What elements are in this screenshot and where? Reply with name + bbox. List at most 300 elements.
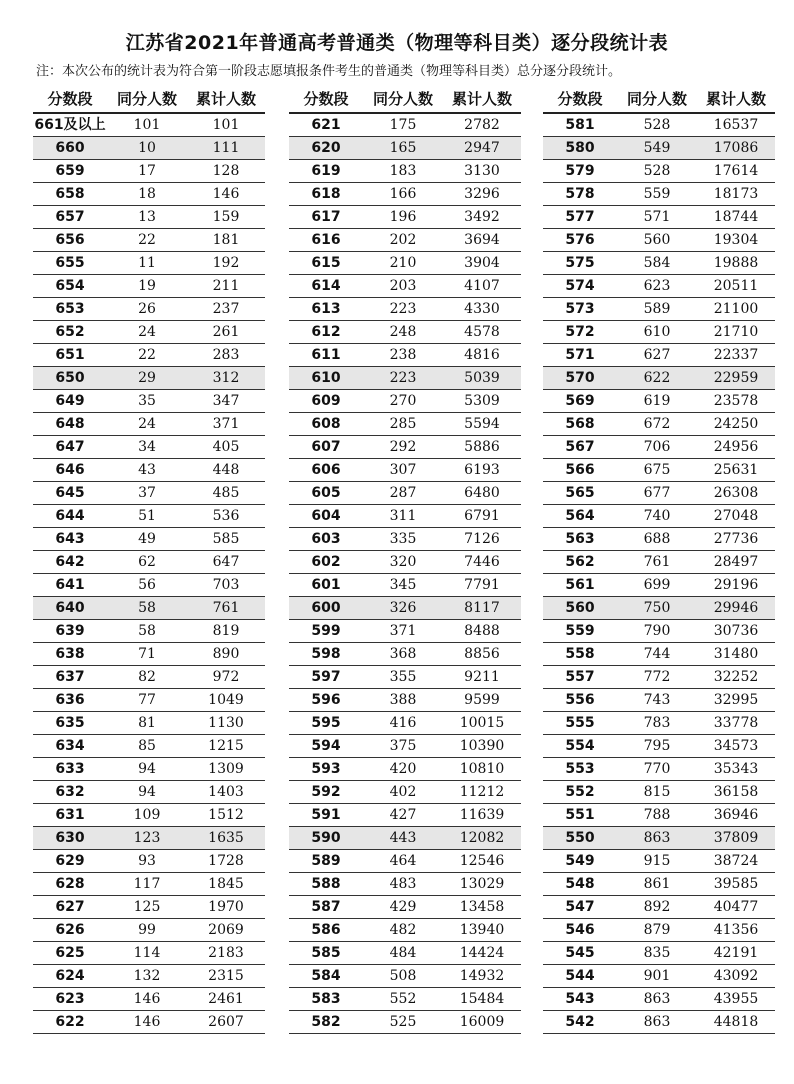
table-row	[289, 827, 521, 850]
score-cell: 577	[565, 209, 595, 225]
table-row	[543, 436, 775, 459]
cumulative-count-cell: 35343	[713, 761, 759, 777]
score-cell: 607	[311, 439, 341, 455]
cumulative-count-cell: 32995	[713, 692, 759, 708]
score-cell: 599	[311, 623, 341, 639]
same-score-count-cell: 622	[643, 370, 671, 386]
same-score-count-cell: 51	[138, 508, 156, 524]
table-row	[543, 896, 775, 919]
same-score-count-cell: 335	[389, 531, 417, 547]
same-score-count-cell: 22	[138, 232, 156, 248]
table-row	[543, 620, 775, 643]
table-row	[289, 758, 521, 781]
cumulative-count-cell: 1970	[208, 899, 244, 915]
table-row	[289, 137, 521, 160]
score-cell: 592	[311, 784, 341, 800]
table-row	[33, 137, 265, 160]
cumulative-count-cell: 211	[212, 278, 240, 294]
table-row	[289, 873, 521, 896]
same-score-count-cell: 117	[133, 876, 161, 892]
score-cell: 616	[311, 232, 341, 248]
same-score-count-cell: 166	[389, 186, 417, 202]
score-cell: 647	[55, 439, 85, 455]
score-cell: 570	[565, 370, 595, 386]
score-cell: 544	[565, 968, 595, 984]
cumulative-count-cell: 11212	[459, 784, 505, 800]
table-row	[289, 1011, 521, 1034]
cumulative-count-cell: 972	[212, 669, 240, 685]
same-score-count-cell: 202	[389, 232, 417, 248]
cumulative-count-cell: 44818	[713, 1014, 759, 1030]
score-cell: 568	[565, 416, 595, 432]
table-row	[289, 390, 521, 413]
same-score-count-cell: 589	[643, 301, 671, 317]
cumulative-count-cell: 347	[212, 393, 240, 409]
score-cell: 643	[55, 531, 85, 547]
score-cell: 624	[55, 968, 85, 984]
same-score-count-cell: 770	[643, 761, 671, 777]
same-score-count-cell: 132	[133, 968, 161, 984]
cumulative-count-cell: 2947	[464, 140, 500, 156]
table-row	[289, 367, 521, 390]
table-row	[33, 183, 265, 206]
same-score-count-cell: 772	[643, 669, 671, 685]
table-row	[543, 643, 775, 666]
cumulative-count-cell: 2183	[208, 945, 244, 961]
score-cell: 653	[55, 301, 85, 317]
same-score-count-cell: 355	[389, 669, 417, 685]
table-row	[33, 528, 265, 551]
cumulative-count-cell: 1728	[208, 853, 244, 869]
score-cell: 627	[55, 899, 85, 915]
score-cell: 594	[311, 738, 341, 754]
cumulative-count-cell: 16537	[713, 117, 759, 133]
score-cell: 551	[565, 807, 595, 823]
table-row	[543, 114, 775, 137]
score-cell: 596	[311, 692, 341, 708]
cumulative-count-cell: 32252	[713, 669, 759, 685]
table-row	[289, 965, 521, 988]
same-score-count-cell: 71	[138, 646, 156, 662]
same-score-count-cell: 146	[133, 991, 161, 1007]
table-row	[33, 896, 265, 919]
score-cell: 618	[311, 186, 341, 202]
score-cell: 606	[311, 462, 341, 478]
same-score-count-cell: 287	[389, 485, 417, 501]
header-score: 分数段	[47, 90, 93, 108]
same-score-count-cell: 307	[389, 462, 417, 478]
table-row	[543, 1011, 775, 1034]
cumulative-count-cell: 25631	[713, 462, 759, 478]
table-row	[543, 988, 775, 1011]
score-cell: 641	[55, 577, 85, 593]
cumulative-count-cell: 13458	[459, 899, 505, 915]
score-cell: 637	[55, 669, 85, 685]
score-cell: 545	[565, 945, 595, 961]
header-cumulative: 累计人数	[451, 90, 512, 108]
cumulative-count-cell: 192	[212, 255, 240, 271]
cumulative-count-cell: 14932	[459, 968, 505, 984]
same-score-count-cell: 901	[643, 968, 671, 984]
table-row	[33, 252, 265, 275]
cumulative-count-cell: 40477	[713, 899, 759, 915]
table-row	[543, 758, 775, 781]
same-score-count-cell: 528	[643, 163, 671, 179]
score-table-column-3	[543, 85, 775, 1034]
same-score-count-cell: 13	[138, 209, 156, 225]
cumulative-count-cell: 1215	[208, 738, 244, 754]
cumulative-count-cell: 33778	[713, 715, 759, 731]
same-score-count-cell: 699	[643, 577, 671, 593]
table-row	[33, 666, 265, 689]
table-row	[543, 252, 775, 275]
table-row	[289, 321, 521, 344]
score-cell: 623	[55, 991, 85, 1007]
score-cell: 617	[311, 209, 341, 225]
score-cell: 579	[565, 163, 595, 179]
same-score-count-cell: 43	[138, 462, 156, 478]
cumulative-count-cell: 19888	[713, 255, 759, 271]
table-row	[289, 413, 521, 436]
score-cell: 569	[565, 393, 595, 409]
table-row	[289, 505, 521, 528]
score-cell: 565	[565, 485, 595, 501]
score-cell: 561	[565, 577, 595, 593]
cumulative-count-cell: 7791	[464, 577, 500, 593]
table-note: 注：本次公布的统计表为符合第一阶段志愿填报条件考生的普通类（物理等科目类）总分逐分段统计。	[36, 64, 622, 79]
table-row	[33, 551, 265, 574]
same-score-count-cell: 326	[389, 600, 417, 616]
cumulative-count-cell: 3694	[464, 232, 500, 248]
same-score-count-cell: 743	[643, 692, 671, 708]
score-cell: 597	[311, 669, 341, 685]
table-row	[543, 390, 775, 413]
same-score-count-cell: 750	[643, 600, 671, 616]
same-score-count-cell: 863	[643, 830, 671, 846]
score-cell: 571	[565, 347, 595, 363]
table-row	[33, 436, 265, 459]
same-score-count-cell: 93	[138, 853, 156, 869]
same-score-count-cell: 879	[643, 922, 671, 938]
score-cell: 598	[311, 646, 341, 662]
cumulative-count-cell: 261	[212, 324, 240, 340]
cumulative-count-cell: 23578	[713, 393, 759, 409]
table-row	[289, 896, 521, 919]
score-cell: 580	[565, 140, 595, 156]
score-cell: 572	[565, 324, 595, 340]
table-row	[33, 413, 265, 436]
same-score-count-cell: 49	[138, 531, 156, 547]
table-row	[543, 597, 775, 620]
cumulative-count-cell: 4578	[464, 324, 500, 340]
same-score-count-cell: 861	[643, 876, 671, 892]
score-cell: 649	[55, 393, 85, 409]
cumulative-count-cell: 43955	[713, 991, 759, 1007]
same-score-count-cell: 22	[138, 347, 156, 363]
score-cell: 656	[55, 232, 85, 248]
cumulative-count-cell: 29946	[713, 600, 759, 616]
same-score-count-cell: 58	[138, 623, 156, 639]
cumulative-count-cell: 1403	[208, 784, 244, 800]
score-cell: 563	[565, 531, 595, 547]
score-cell: 636	[55, 692, 85, 708]
score-cell: 555	[565, 715, 595, 731]
table-row	[289, 643, 521, 666]
same-score-count-cell: 744	[643, 646, 671, 662]
table-row	[289, 942, 521, 965]
same-score-count-cell: 508	[389, 968, 417, 984]
table-row	[289, 689, 521, 712]
cumulative-count-cell: 146	[212, 186, 240, 202]
score-cell: 604	[311, 508, 341, 524]
same-score-count-cell: 761	[643, 554, 671, 570]
cumulative-count-cell: 13029	[459, 876, 505, 892]
cumulative-count-cell: 42191	[713, 945, 759, 961]
same-score-count-cell: 416	[389, 715, 417, 731]
score-cell: 601	[311, 577, 341, 593]
cumulative-count-cell: 4107	[464, 278, 500, 294]
cumulative-count-cell: 111	[212, 140, 240, 156]
same-score-count-cell: 58	[138, 600, 156, 616]
cumulative-count-cell: 101	[212, 117, 240, 133]
cumulative-count-cell: 1309	[208, 761, 244, 777]
table-row	[33, 712, 265, 735]
same-score-count-cell: 99	[138, 922, 156, 938]
score-cell: 635	[55, 715, 85, 731]
same-score-count-cell: 740	[643, 508, 671, 524]
score-cell: 634	[55, 738, 85, 754]
score-cell: 543	[565, 991, 595, 1007]
score-cell: 650	[55, 370, 85, 386]
same-score-count-cell: 552	[389, 991, 417, 1007]
same-score-count-cell: 815	[643, 784, 671, 800]
same-score-count-cell: 528	[643, 117, 671, 133]
score-table-column-1	[33, 85, 265, 1034]
cumulative-count-cell: 283	[212, 347, 240, 363]
cumulative-count-cell: 8488	[464, 623, 500, 639]
score-cell: 581	[565, 117, 595, 133]
score-cell: 582	[311, 1014, 341, 1030]
table-row	[543, 160, 775, 183]
same-score-count-cell: 37	[138, 485, 156, 501]
same-score-count-cell: 146	[133, 1014, 161, 1030]
cumulative-count-cell: 38724	[713, 853, 759, 869]
table-row	[289, 597, 521, 620]
cumulative-count-cell: 15484	[459, 991, 505, 1007]
cumulative-count-cell: 10810	[459, 761, 505, 777]
same-score-count-cell: 292	[389, 439, 417, 455]
score-cell: 554	[565, 738, 595, 754]
same-score-count-cell: 892	[643, 899, 671, 915]
cumulative-count-cell: 585	[212, 531, 240, 547]
same-score-count-cell: 203	[389, 278, 417, 294]
table-row	[289, 781, 521, 804]
same-score-count-cell: 420	[389, 761, 417, 777]
same-score-count-cell: 795	[643, 738, 671, 754]
same-score-count-cell: 183	[389, 163, 417, 179]
cumulative-count-cell: 2315	[208, 968, 244, 984]
score-cell: 605	[311, 485, 341, 501]
score-cell: 639	[55, 623, 85, 639]
table-row	[33, 275, 265, 298]
page-title: 江苏省2021年普通高考普通类（物理等科目类）逐分段统计表	[125, 32, 669, 54]
table-row	[33, 758, 265, 781]
cumulative-count-cell: 29196	[713, 577, 759, 593]
table-row	[289, 160, 521, 183]
cumulative-count-cell: 24956	[713, 439, 759, 455]
cumulative-count-cell: 237	[212, 301, 240, 317]
score-cell: 632	[55, 784, 85, 800]
score-cell: 642	[55, 554, 85, 570]
same-score-count-cell: 915	[643, 853, 671, 869]
table-row	[33, 873, 265, 896]
cumulative-count-cell: 28497	[713, 554, 759, 570]
same-score-count-cell: 790	[643, 623, 671, 639]
cumulative-count-cell: 26308	[713, 485, 759, 501]
table-row	[289, 459, 521, 482]
table-row	[543, 505, 775, 528]
table-row	[543, 367, 775, 390]
cumulative-count-cell: 128	[212, 163, 240, 179]
same-score-count-cell: 223	[389, 370, 417, 386]
same-score-count-cell: 29	[138, 370, 156, 386]
table-row	[289, 183, 521, 206]
cumulative-count-cell: 10390	[459, 738, 505, 754]
cumulative-count-cell: 485	[212, 485, 240, 501]
score-cell: 630	[55, 830, 85, 846]
cumulative-count-cell: 12546	[459, 853, 505, 869]
same-score-count-cell: 311	[389, 508, 417, 524]
score-cell: 626	[55, 922, 85, 938]
cumulative-count-cell: 36946	[713, 807, 759, 823]
score-cell: 550	[565, 830, 595, 846]
cumulative-count-cell: 5039	[464, 370, 500, 386]
same-score-count-cell: 24	[138, 324, 156, 340]
cumulative-count-cell: 37809	[713, 830, 759, 846]
score-cell: 660	[55, 140, 85, 156]
table-row	[543, 321, 775, 344]
same-score-count-cell: 627	[643, 347, 671, 363]
score-cell: 593	[311, 761, 341, 777]
score-cell: 645	[55, 485, 85, 501]
cumulative-count-cell: 27048	[713, 508, 759, 524]
table-row	[33, 643, 265, 666]
score-cell: 602	[311, 554, 341, 570]
cumulative-count-cell: 159	[212, 209, 240, 225]
header-score: 分数段	[303, 90, 349, 108]
same-score-count-cell: 35	[138, 393, 156, 409]
score-cell: 567	[565, 439, 595, 455]
score-cell: 585	[311, 945, 341, 961]
table-row	[33, 459, 265, 482]
score-cell: 590	[311, 830, 341, 846]
cumulative-count-cell: 41356	[713, 922, 759, 938]
score-cell: 553	[565, 761, 595, 777]
table-row	[289, 528, 521, 551]
table-row	[33, 919, 265, 942]
score-cell: 628	[55, 876, 85, 892]
same-score-count-cell: 375	[389, 738, 417, 754]
score-cell: 584	[311, 968, 341, 984]
table-row	[543, 919, 775, 942]
same-score-count-cell: 675	[643, 462, 671, 478]
table-row	[289, 344, 521, 367]
same-score-count-cell: 788	[643, 807, 671, 823]
same-score-count-cell: 610	[643, 324, 671, 340]
table-row	[289, 482, 521, 505]
score-cell: 638	[55, 646, 85, 662]
score-cell: 557	[565, 669, 595, 685]
cumulative-count-cell: 405	[212, 439, 240, 455]
table-row	[33, 689, 265, 712]
cumulative-count-cell: 11639	[459, 807, 505, 823]
cumulative-count-cell: 21100	[713, 301, 759, 317]
cumulative-count-cell: 2461	[208, 991, 244, 1007]
table-header	[543, 85, 775, 114]
cumulative-count-cell: 13940	[459, 922, 505, 938]
cumulative-count-cell: 6480	[464, 485, 500, 501]
cumulative-count-cell: 9211	[464, 669, 500, 685]
table-row	[33, 735, 265, 758]
same-score-count-cell: 17	[138, 163, 156, 179]
same-score-count-cell: 484	[389, 945, 417, 961]
same-score-count-cell: 549	[643, 140, 671, 156]
cumulative-count-cell: 9599	[464, 692, 500, 708]
cumulative-count-cell: 21710	[713, 324, 759, 340]
score-cell: 611	[311, 347, 341, 363]
same-score-count-cell: 443	[389, 830, 417, 846]
cumulative-count-cell: 18173	[713, 186, 759, 202]
table-row	[33, 298, 265, 321]
same-score-count-cell: 345	[389, 577, 417, 593]
score-cell: 631	[55, 807, 85, 823]
same-score-count-cell: 165	[389, 140, 417, 156]
score-cell: 588	[311, 876, 341, 892]
header-same-count: 同分人数	[116, 90, 177, 108]
table-row	[289, 919, 521, 942]
cumulative-count-cell: 647	[212, 554, 240, 570]
same-score-count-cell: 109	[133, 807, 161, 823]
same-score-count-cell: 123	[133, 830, 161, 846]
same-score-count-cell: 11	[138, 255, 156, 271]
cumulative-count-cell: 371	[212, 416, 240, 432]
cumulative-count-cell: 3904	[464, 255, 500, 271]
table-row	[543, 850, 775, 873]
same-score-count-cell: 24	[138, 416, 156, 432]
table-row	[289, 275, 521, 298]
table-header	[33, 85, 265, 114]
cumulative-count-cell: 12082	[459, 830, 505, 846]
table-row	[289, 712, 521, 735]
header-cumulative: 累计人数	[195, 90, 256, 108]
table-row	[543, 574, 775, 597]
score-cell: 661及以上	[34, 117, 106, 133]
cumulative-count-cell: 6193	[464, 462, 500, 478]
same-score-count-cell: 238	[389, 347, 417, 363]
score-cell: 595	[311, 715, 341, 731]
table-row	[543, 413, 775, 436]
table-row	[33, 781, 265, 804]
same-score-count-cell: 320	[389, 554, 417, 570]
same-score-count-cell: 619	[643, 393, 671, 409]
score-cell: 622	[55, 1014, 85, 1030]
cumulative-count-cell: 22337	[713, 347, 759, 363]
table-row	[543, 275, 775, 298]
cumulative-count-cell: 19304	[713, 232, 759, 248]
same-score-count-cell: 34	[138, 439, 156, 455]
table-row	[289, 436, 521, 459]
table-row	[289, 206, 521, 229]
